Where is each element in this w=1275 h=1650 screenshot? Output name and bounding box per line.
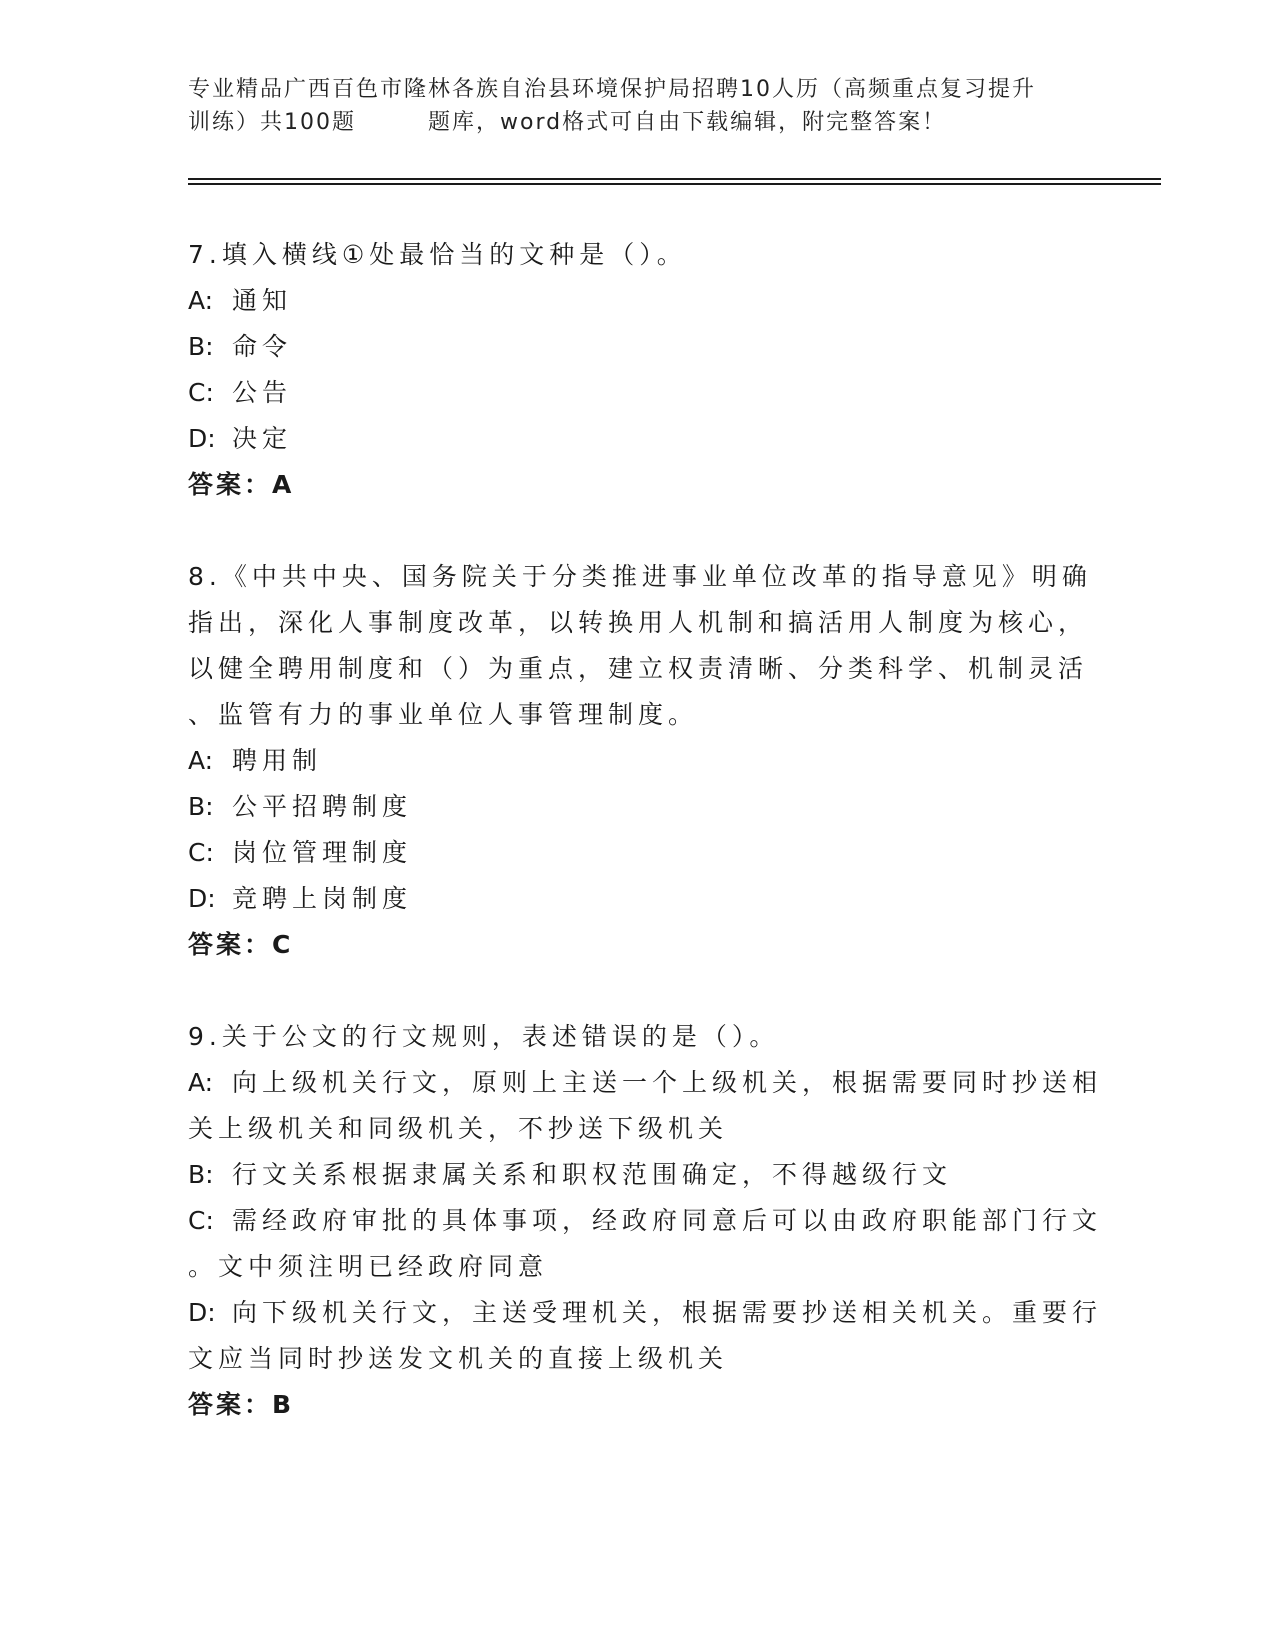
option-text: 命令 (232, 332, 293, 361)
option-c (188, 370, 1088, 416)
option-c (188, 830, 1088, 876)
option-text: 竞聘上岗制度 (232, 884, 413, 913)
question-stem-line: 以健全聘用制度和（）为重点，建立权责清晰、分类科学、机制灵活 (188, 654, 1089, 683)
option-label: A: (188, 286, 214, 315)
option-c (188, 1198, 1103, 1244)
option-b (188, 324, 1088, 370)
option-d-continued: 文应当同时抄送发文机关的直接上级机关 (188, 1344, 729, 1373)
option-b (188, 784, 1088, 830)
option-label: A: (188, 1068, 214, 1097)
option-text: 公平招聘制度 (232, 792, 413, 821)
question-7 (188, 232, 1088, 508)
question-gap (188, 968, 1088, 1014)
option-text: 向上级机关行文，原则上主送一个上级机关，根据需要同时抄送相 (232, 1068, 1103, 1097)
option-label: C: (188, 1206, 214, 1235)
question-9 (188, 1014, 1103, 1428)
question-gap (188, 508, 1088, 554)
option-text: 行文关系根据隶属关系和职权范围确定，不得越级行文 (232, 1160, 953, 1189)
option-label: D: (188, 884, 216, 913)
option-label: B: (188, 792, 214, 821)
question-stem-line: 指出，深化人事制度改革，以转换用人机制和搞活用人制度为核心， (188, 608, 1089, 637)
answer-line: 答案：A (188, 470, 295, 499)
question-stem-line: 9.关于公文的行文规则，表述错误的是（）。 (188, 1022, 780, 1051)
header-line-2-part-2: 题库，word格式可自由下载编辑，附完整答案！ (428, 110, 947, 135)
option-text: 决定 (232, 424, 293, 453)
option-b (188, 1152, 1088, 1198)
header-rule-bottom (188, 183, 1161, 185)
question-list (188, 232, 1103, 1428)
option-label: B: (188, 1160, 214, 1189)
option-a-continued: 关上级机关和同级机关，不抄送下级机关 (188, 1114, 729, 1143)
header-line-2 (188, 106, 1088, 139)
option-label: D: (188, 1298, 216, 1327)
document-header (188, 73, 1088, 139)
option-text: 通知 (232, 286, 293, 315)
option-label: A: (188, 746, 214, 775)
option-label: C: (188, 378, 214, 407)
header-line-1: 专业精品广西百色市隆林各族自治县环境保护局招聘10人历（高频重点复习提升 (188, 77, 1036, 102)
question-stem-line: 7.填入横线①处最恰当的文种是（）。 (188, 240, 687, 269)
option-a (188, 1060, 1103, 1106)
option-c-continued: 。文中须注明已经政府同意 (188, 1252, 549, 1281)
question-stem-line: 、监管有力的事业单位人事管理制度。 (188, 700, 699, 729)
option-text: 向下级机关行文，主送受理机关，根据需要抄送相关机关。重要行 (232, 1298, 1103, 1327)
option-label: D: (188, 424, 216, 453)
option-d (188, 876, 1088, 922)
option-text: 公告 (232, 378, 293, 407)
answer-line: 答案：C (188, 930, 294, 959)
question-8 (188, 554, 1092, 968)
option-label: C: (188, 838, 214, 867)
option-text: 聘用制 (232, 746, 323, 775)
option-d (188, 416, 1088, 462)
option-text: 岗位管理制度 (232, 838, 413, 867)
option-a (188, 278, 1088, 324)
option-a (188, 738, 1088, 784)
header-line-2-part-1: 训练）共100题 (188, 110, 356, 135)
header-rule-top (188, 178, 1161, 180)
option-text: 需经政府审批的具体事项，经政府同意后可以由政府职能部门行文 (232, 1206, 1103, 1235)
option-d (188, 1290, 1103, 1336)
option-label: B: (188, 332, 214, 361)
question-stem-line: 8.《中共中央、国务院关于分类推进事业单位改革的指导意见》明确 (188, 562, 1092, 591)
answer-line: 答案：B (188, 1390, 295, 1419)
